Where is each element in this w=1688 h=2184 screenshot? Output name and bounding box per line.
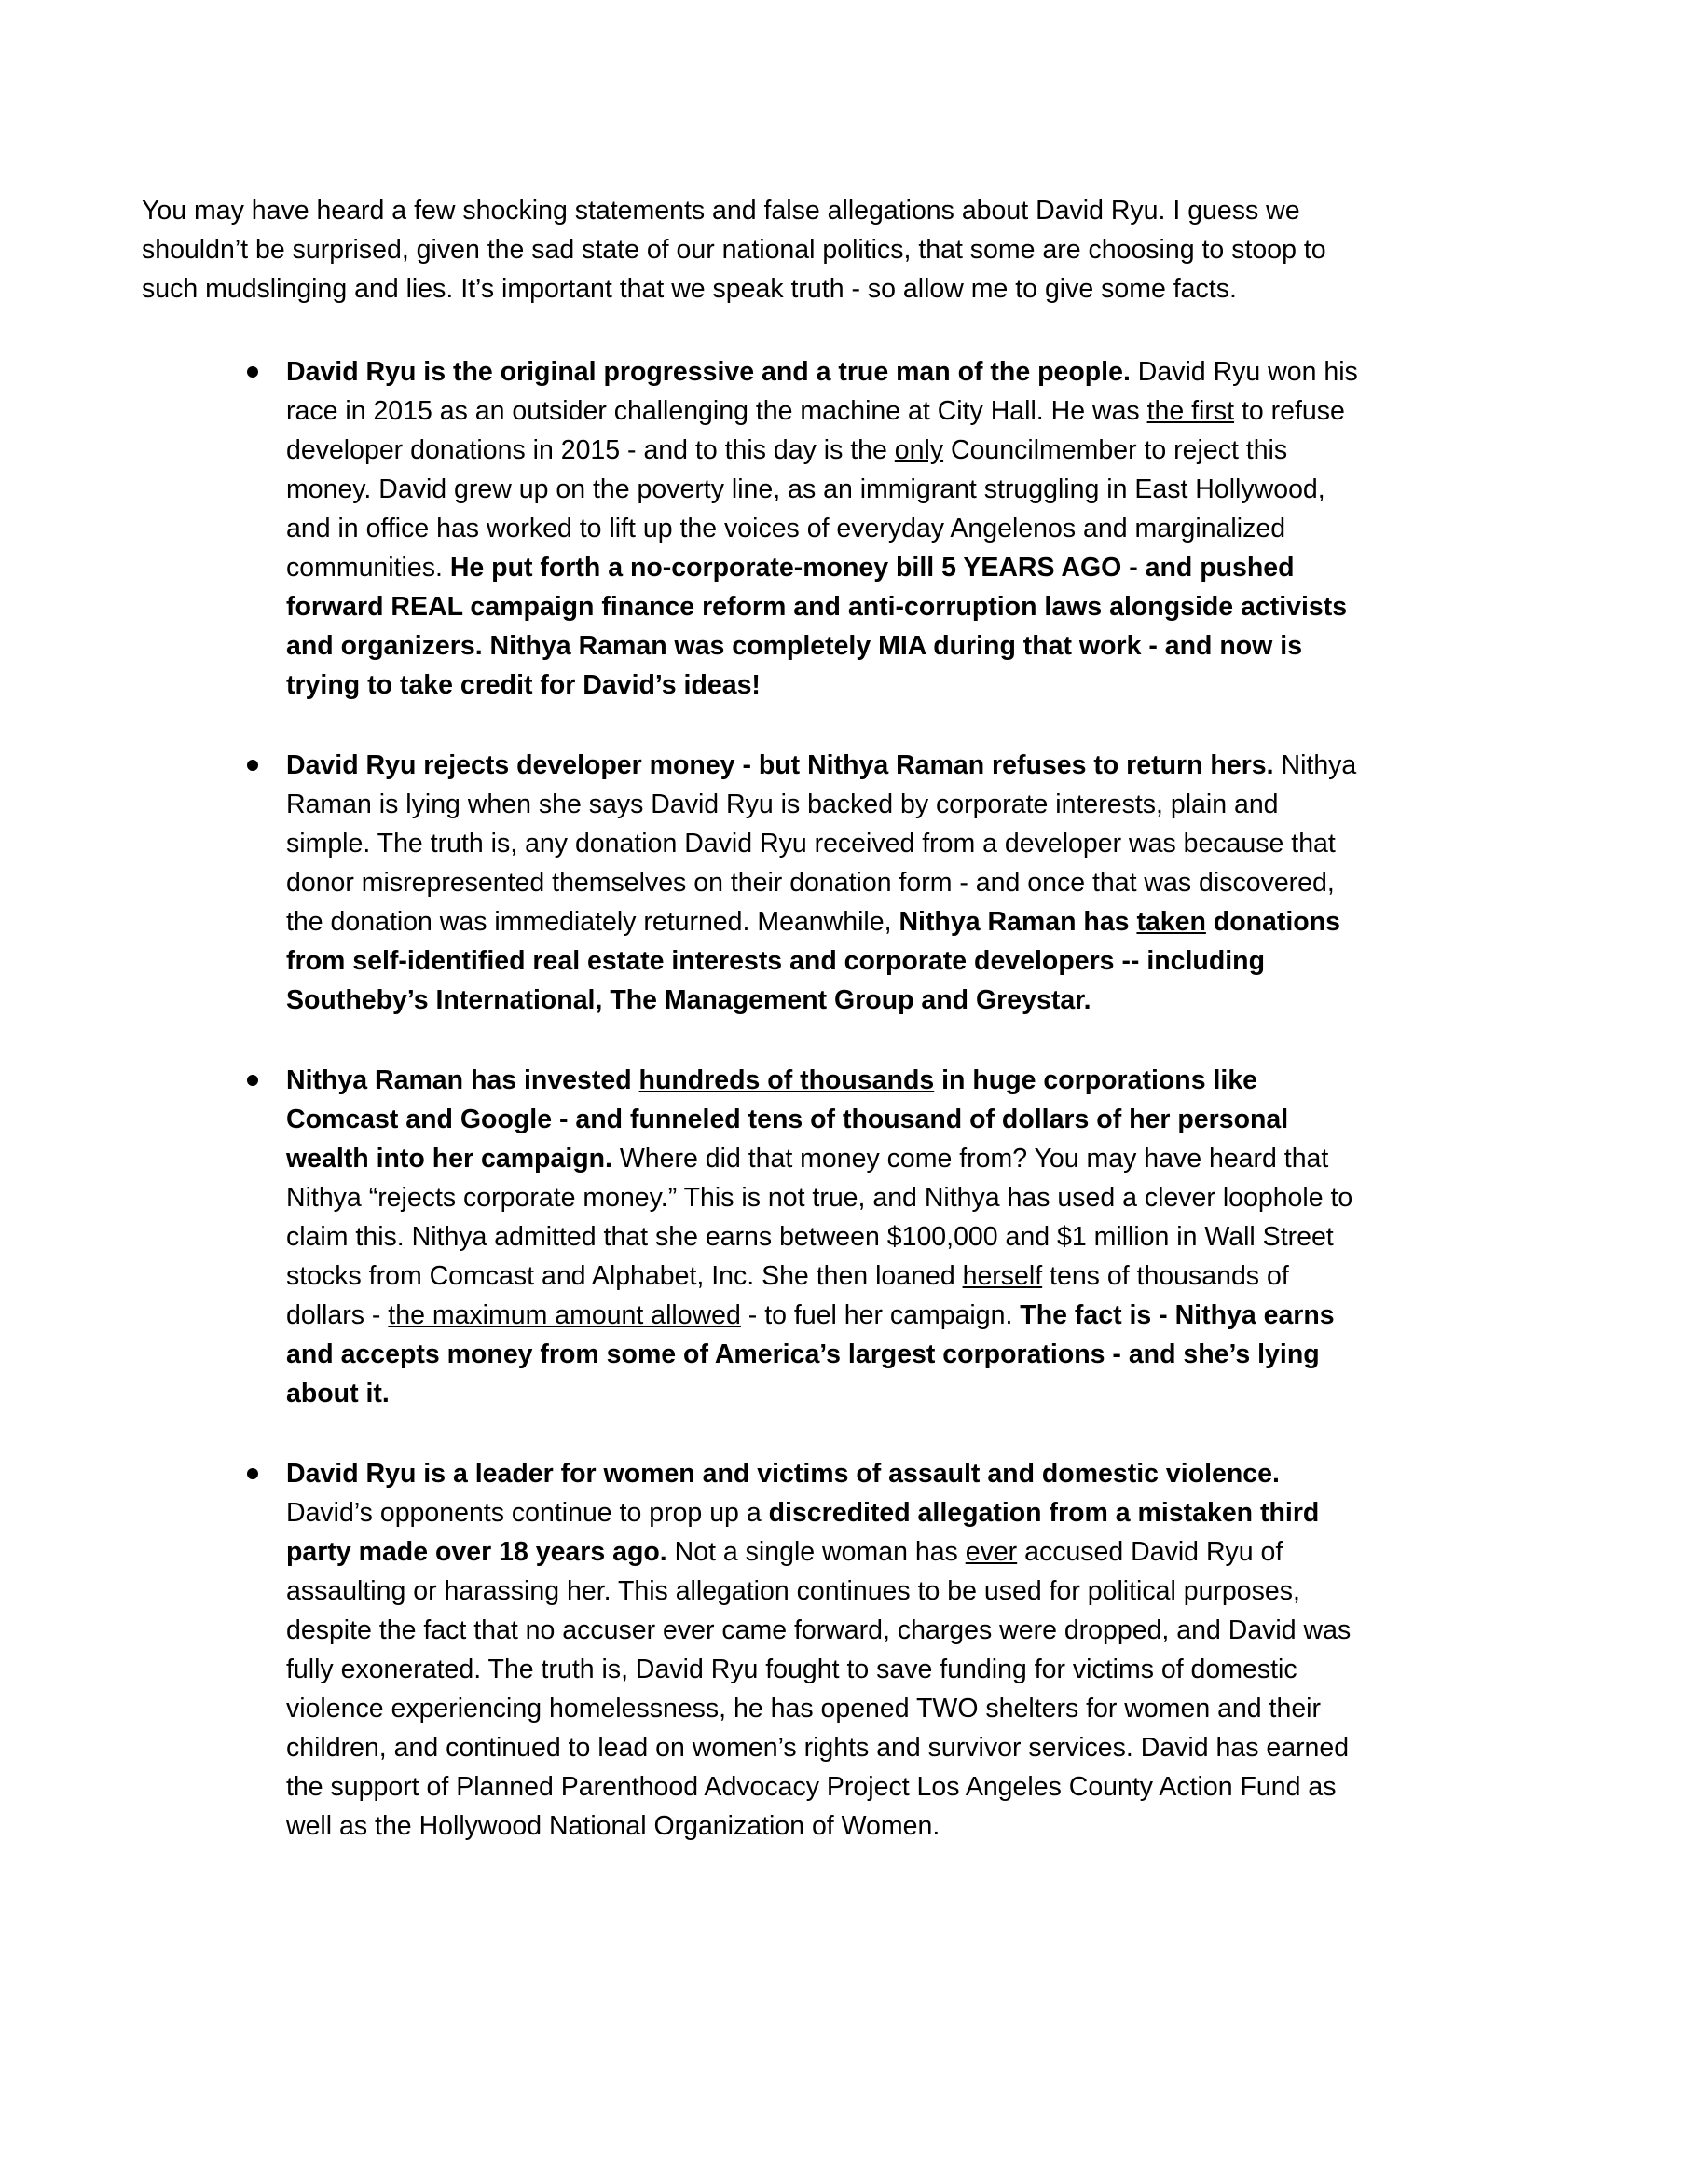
bullet-icon: [247, 366, 258, 378]
bullet-item-developer-money: [142, 746, 1361, 1020]
bullet-icon: [247, 1075, 258, 1086]
bullet-text: David Ryu is the original progressive and a true man of the people. David Ryu won his race in 2015 as an outsider challenging the machine at City Hall. He was the first to refuse developer donations in 2015 - and to this day is the only Councilmember to reject this money. David grew up on the poverty line, as an immigrant struggling in East Hollywood, and in office has worked to lift up the voices of everyday Angelenos and marginalized communities. He put forth a no-corporate-money bill 5 YEARS AGO - and pushed forward REAL campaign finance reform and anti-corruption laws alongside activists and organizers. Nithya Raman was completely MIA during that work - and now is trying to take credit for David’s ideas!: [286, 357, 1358, 700]
bullet-icon: [247, 1468, 258, 1479]
bullet-item-investments: [142, 1061, 1361, 1413]
bullet-text: Nithya Raman has invested hundreds of thousands in huge corporations like Comcast and Google - and funneled tens of thousand of dollars of her personal wealth into her campaign. Where did that money come from? You may have heard that Nithya “rejects corporate money.” This is not true, and Nithya has used a clever loophole to claim this. Nithya admitted that she earns between $100,000 and $1 million in Wall Street stocks from Comcast and Alphabet, Inc. She then loaned herself tens of thousands of dollars - the maximum amount allowed - to fuel her campaign. The fact is - Nithya earns and accepts money from some of America’s largest corporations - and she’s lying about it.: [286, 1065, 1353, 1408]
bullet-list: [142, 352, 1361, 1846]
bullet-text: David Ryu is a leader for women and victims of assault and domestic violence. David’s opponents continue to prop up a discredited allegation from a mistaken third party made over 18 years ago. Not a single woman has ever accused David Ryu of assaulting or harassing her. This allegation continues to be used for political purposes, despite the fact that no accuser ever came forward, charges were dropped, and David was fully exonerated. The truth is, David Ryu fought to save funding for victims of domestic violence experiencing homelessness, he has opened TWO shelters for women and their children, and continued to lead on women’s rights and survivor services. David has earned the support of Planned Parenthood Advocacy Project Los Angeles County Action Fund as well as the Hollywood National Organization of Women.: [286, 1459, 1352, 1841]
bullet-icon: [247, 760, 258, 771]
bullet-item-progressive: [142, 352, 1361, 705]
bullet-item-women-leader: [142, 1454, 1361, 1846]
intro-paragraph: You may have heard a few shocking statements and false allegations about David Ryu. I guess we shouldn’t be surprised, given the sad state of our national politics, that some are choosing to stoop to such mudslinging and lies. It’s important that we speak truth - so allow me to give some facts.: [142, 196, 1326, 304]
bullet-text: David Ryu rejects developer money - but Nithya Raman refuses to return hers. Nithya Raman is lying when she says David Ryu is backed by corporate interests, plain and simple. The truth is, any donation David Ryu received from a developer was because that donor misrepresented themselves on their donation form - and once that was discovered, the donation was immediately returned. Meanwhile, Nithya Raman has taken donations from self-identified real estate interests and corporate developers -- including Southeby’s International, The Management Group and Greystar.: [286, 750, 1357, 1015]
